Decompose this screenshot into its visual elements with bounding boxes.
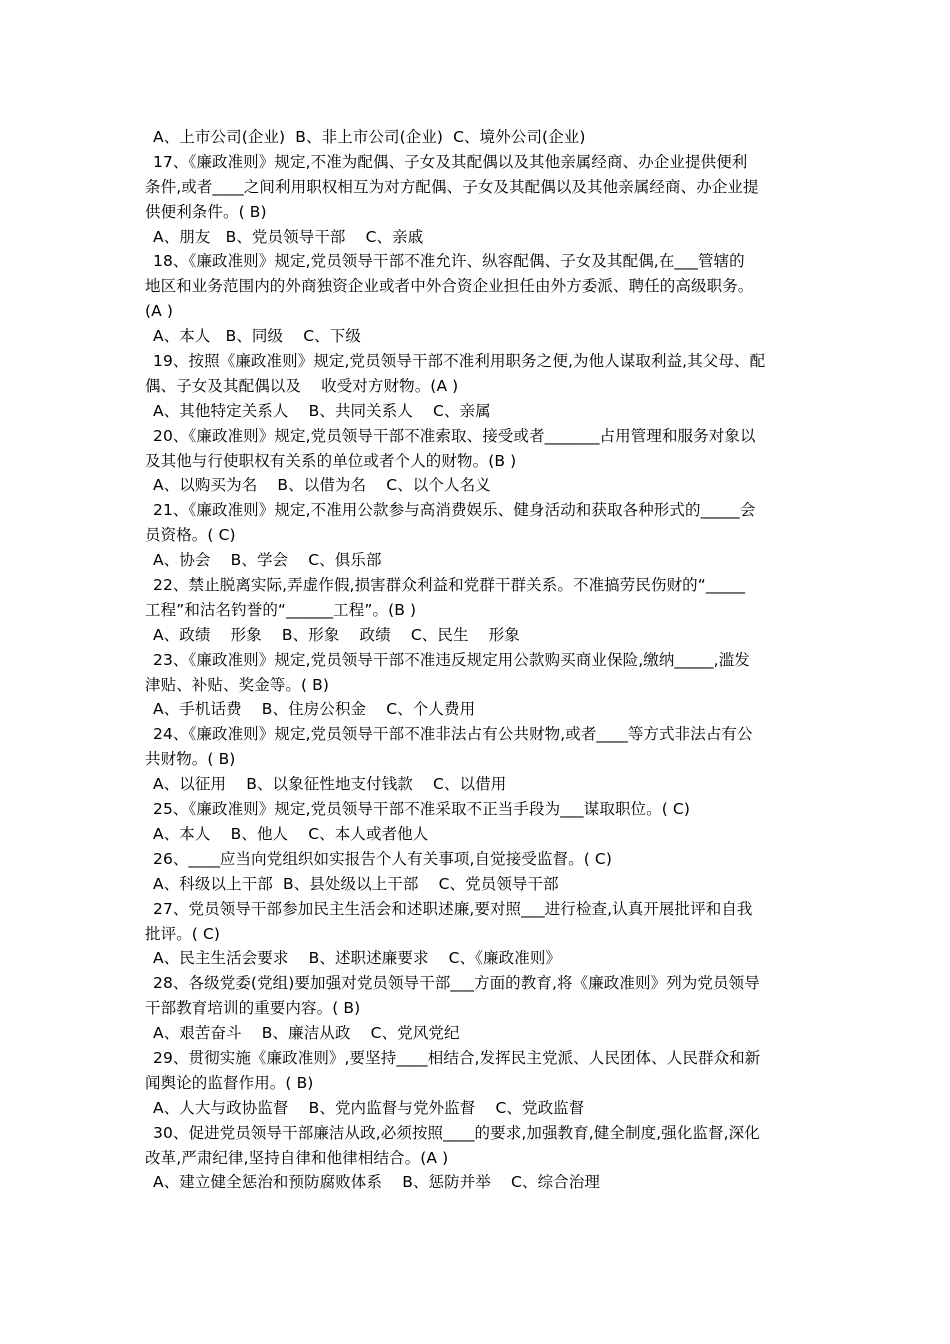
text-line: 25、《廉政准则》规定,党员领导干部不准采取不正当手段为___谋取职位。( C) [153,800,690,819]
text-line: 29、贯彻实施《廉政准则》,要坚持____相结合,发挥民主党派、人民团体、人民群众和新 [153,1048,761,1067]
text-line: 共财物。( B) [145,750,236,769]
text-line: 26、____应当向党组织如实报告个人有关事项,自觉接受监督。( C) [153,849,612,868]
text-line: A、建立健全惩治和预防腐败体系 B、惩防并举 C、综合治理 [153,1173,600,1192]
text-line: 地区和业务范围内的外商独资企业或者中外合资企业担任由外方委派、聘任的高级职务。 [145,277,754,296]
text-line: 条件,或者____之间利用职权相互为对方配偶、子女及其配偶以及其他亲属经商、办企业提 [145,177,759,196]
text-line: 28、各级党委(党组)要加强对党员领导干部___方面的教育,将《廉政准则》列为党员领导 [153,974,760,993]
text-line: 27、党员领导干部参加民主生活会和述职述廉,要对照___进行检查,认真开展批评和自我 [153,899,753,918]
text-line: 及其他与行使职权有关系的单位或者个人的财物。(B ) [145,451,517,470]
text-line: 津贴、补贴、奖金等。( B) [145,675,330,694]
text-line: 偶、子女及其配偶以及 收受对方财物。(A ) [145,376,459,395]
text-line: 干部教育培训的重要内容。( B) [145,999,361,1018]
text-line: 19、按照《廉政准则》规定,党员领导干部不准利用职务之便,为他人谋取利益,其父母、配 [153,352,766,371]
text-line: A、本人 B、他人 C、本人或者他人 [153,824,429,843]
text-line: A、协会 B、学会 C、俱乐部 [153,551,382,570]
text-line: 21、《廉政准则》规定,不准用公款参与高消费娱乐、健身活动和获取各种形式的_____会 [153,501,756,520]
text-line: A、以购买为名 B、以借为名 C、以个人名义 [153,476,491,495]
text-line: (A ) [145,302,174,321]
text-line: A、其他特定关系人 B、共同关系人 C、亲属 [153,401,491,420]
text-line: 改革,严肃纪律,坚持自律和他律相结合。(A ) [145,1148,449,1167]
text-line: A、艰苦奋斗 B、廉洁从政 C、党风党纪 [153,1024,460,1043]
text-line: 工程”和沽名钓誉的“______工程”。(B ) [145,600,417,619]
text-line: A、民主生活会要求 B、述职述廉要求 C、《廉政准则》 [153,949,562,968]
text-line: 20、《廉政准则》规定,党员领导干部不准索取、接受或者_______占用管理和服务对象以 [153,426,756,445]
text-line: A、上市公司(企业) B、非上市公司(企业) C、境外公司(企业) [153,128,586,146]
text-line: A、本人 B、同级 C、下级 [153,327,361,346]
text-line: 22、禁止脱离实际,弄虚作假,损害群众利益和党群干群关系。不准搞劳民伤财的“_____ [153,576,746,595]
text-line: 23、《廉政准则》规定,党员领导干部不准违反规定用公款购买商业保险,缴纳_____,滥发 [153,650,750,669]
text-line: 30、促进党员领导干部廉洁从政,必须按照____的要求,加强教育,健全制度,强化监督,深化 [153,1123,760,1142]
text-line: 24、《廉政准则》规定,党员领导干部不准非法占有公共财物,或者____等方式非法占有公 [153,725,753,744]
text-line: 闻舆论的监督作用。( B) [145,1073,314,1092]
text-line: 18、《廉政准则》规定,党员领导干部不准允许、纵容配偶、子女及其配偶,在___管辖的 [153,252,745,271]
text-line: A、朋友 B、党员领导干部 C、亲戚 [153,227,424,246]
document-body [145,125,810,1195]
text-line: 员资格。( C) [145,526,236,545]
text-line: A、政绩 形象 B、形象 政绩 C、民生 形象 [153,625,520,644]
text-line: 17、《廉政准则》规定,不准为配偶、子女及其配偶以及其他亲属经商、办企业提供便利 [153,152,748,171]
text-line: A、科级以上干部 B、县处级以上干部 C、党员领导干部 [153,874,559,893]
text-line: A、人大与政协监督 B、党内监督与党外监督 C、党政监督 [153,1098,585,1117]
text-line: A、手机话费 B、住房公积金 C、个人费用 [153,700,476,719]
text-line: 批评。( C) [145,924,221,943]
text-line: A、以征用 B、以象征性地支付钱款 C、以借用 [153,775,507,794]
text-line: 供便利条件。( B) [145,202,267,221]
